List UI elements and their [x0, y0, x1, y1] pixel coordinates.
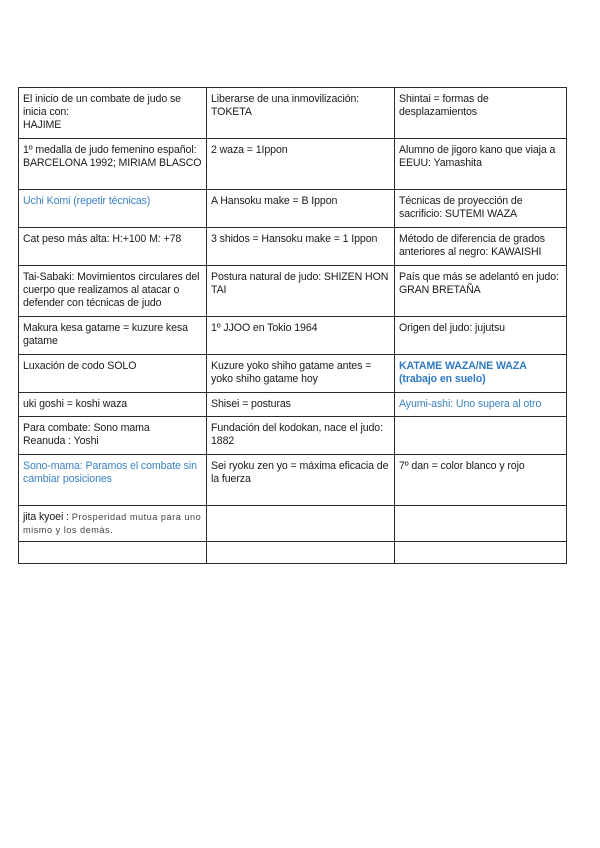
table-cell: Para combate: Sono mama Reanuda : Yoshi — [19, 417, 207, 455]
table-cell: 3 shidos = Hansoku make = 1 Ippon — [207, 228, 395, 266]
table-cell: Cat peso más alta: H:+100 M: +78 — [19, 228, 207, 266]
table-cell: El inicio de un combate de judo se inicia con: HAJIME — [19, 88, 207, 139]
table-cell: 7º dan = color blanco y rojo — [395, 455, 567, 506]
table-cell: Origen del judo: jujutsu — [395, 317, 567, 355]
table-cell — [207, 541, 395, 563]
table-row — [19, 88, 567, 139]
table-cell: A Hansoku make = B Ippon — [207, 190, 395, 228]
table-cell: Liberarse de una inmovilización: TOKETA — [207, 88, 395, 139]
table-cell: Sei ryoku zen yo = máxima eficacia de la fuerza — [207, 455, 395, 506]
table-cell: Método de diferencia de grados anteriores al negro: KAWAISHI — [395, 228, 567, 266]
table-row — [19, 190, 567, 228]
table-cell: Ayumi-ashi: Uno supera al otro — [395, 393, 567, 417]
table-row — [19, 417, 567, 455]
table-cell: Tai-Sabaki: Movimientos circulares del cuerpo que realizamos al atacar o defender con técnicas de judo — [19, 266, 207, 317]
table-cell: 2 waza = 1Ippon — [207, 139, 395, 190]
table-cell — [19, 541, 207, 563]
table-cell: Kuzure yoko shiho gatame antes = yoko shiho gatame hoy — [207, 355, 395, 393]
table-cell: Postura natural de judo: SHIZEN HON TAI — [207, 266, 395, 317]
table-cell — [19, 506, 207, 542]
table-cell: Fundación del kodokan, nace el judo: 1882 — [207, 417, 395, 455]
table-row — [19, 455, 567, 506]
table-cell: Técnicas de proyección de sacrificio: SUTEMI WAZA — [395, 190, 567, 228]
table-cell: Sono-mama: Paramos el combate sin cambiar posiciones — [19, 455, 207, 506]
table-row — [19, 317, 567, 355]
table-cell — [395, 541, 567, 563]
table-cell: KATAME WAZA/NE WAZA (trabajo en suelo) — [395, 355, 567, 393]
table-cell: 1º medalla de judo femenino español: BARCELONA 1992; MIRIAM BLASCO — [19, 139, 207, 190]
table-cell — [395, 417, 567, 455]
table-row — [19, 355, 567, 393]
table-cell — [395, 506, 567, 542]
table-cell: Alumno de jigoro kano que viaja a EEUU: Yamashita — [395, 139, 567, 190]
table-cell — [207, 506, 395, 542]
table-cell: uki goshi = koshi waza — [19, 393, 207, 417]
table-cell: País que más se adelantó en judo: GRAN BRETAÑA — [395, 266, 567, 317]
table-row — [19, 139, 567, 190]
jita-kyoei-label: jita kyoei : — [23, 511, 72, 523]
table-cell: Shisei = posturas — [207, 393, 395, 417]
table-row — [19, 228, 567, 266]
table-cell: Uchi Komi (repetir técnicas) — [19, 190, 207, 228]
judo-facts-table — [18, 87, 567, 564]
table-cell: 1º JJOO en Tokio 1964 — [207, 317, 395, 355]
table-cell: Shintai = formas de desplazamientos — [395, 88, 567, 139]
table-row — [19, 393, 567, 417]
table-row — [19, 266, 567, 317]
jita-kyoei-description: Prosperidad mutua para uno mismo y los demás. — [23, 512, 202, 535]
table-row — [19, 506, 567, 542]
table-cell: Makura kesa gatame = kuzure kesa gatame — [19, 317, 207, 355]
table-row — [19, 541, 567, 563]
table-cell: Luxación de codo SOLO — [19, 355, 207, 393]
